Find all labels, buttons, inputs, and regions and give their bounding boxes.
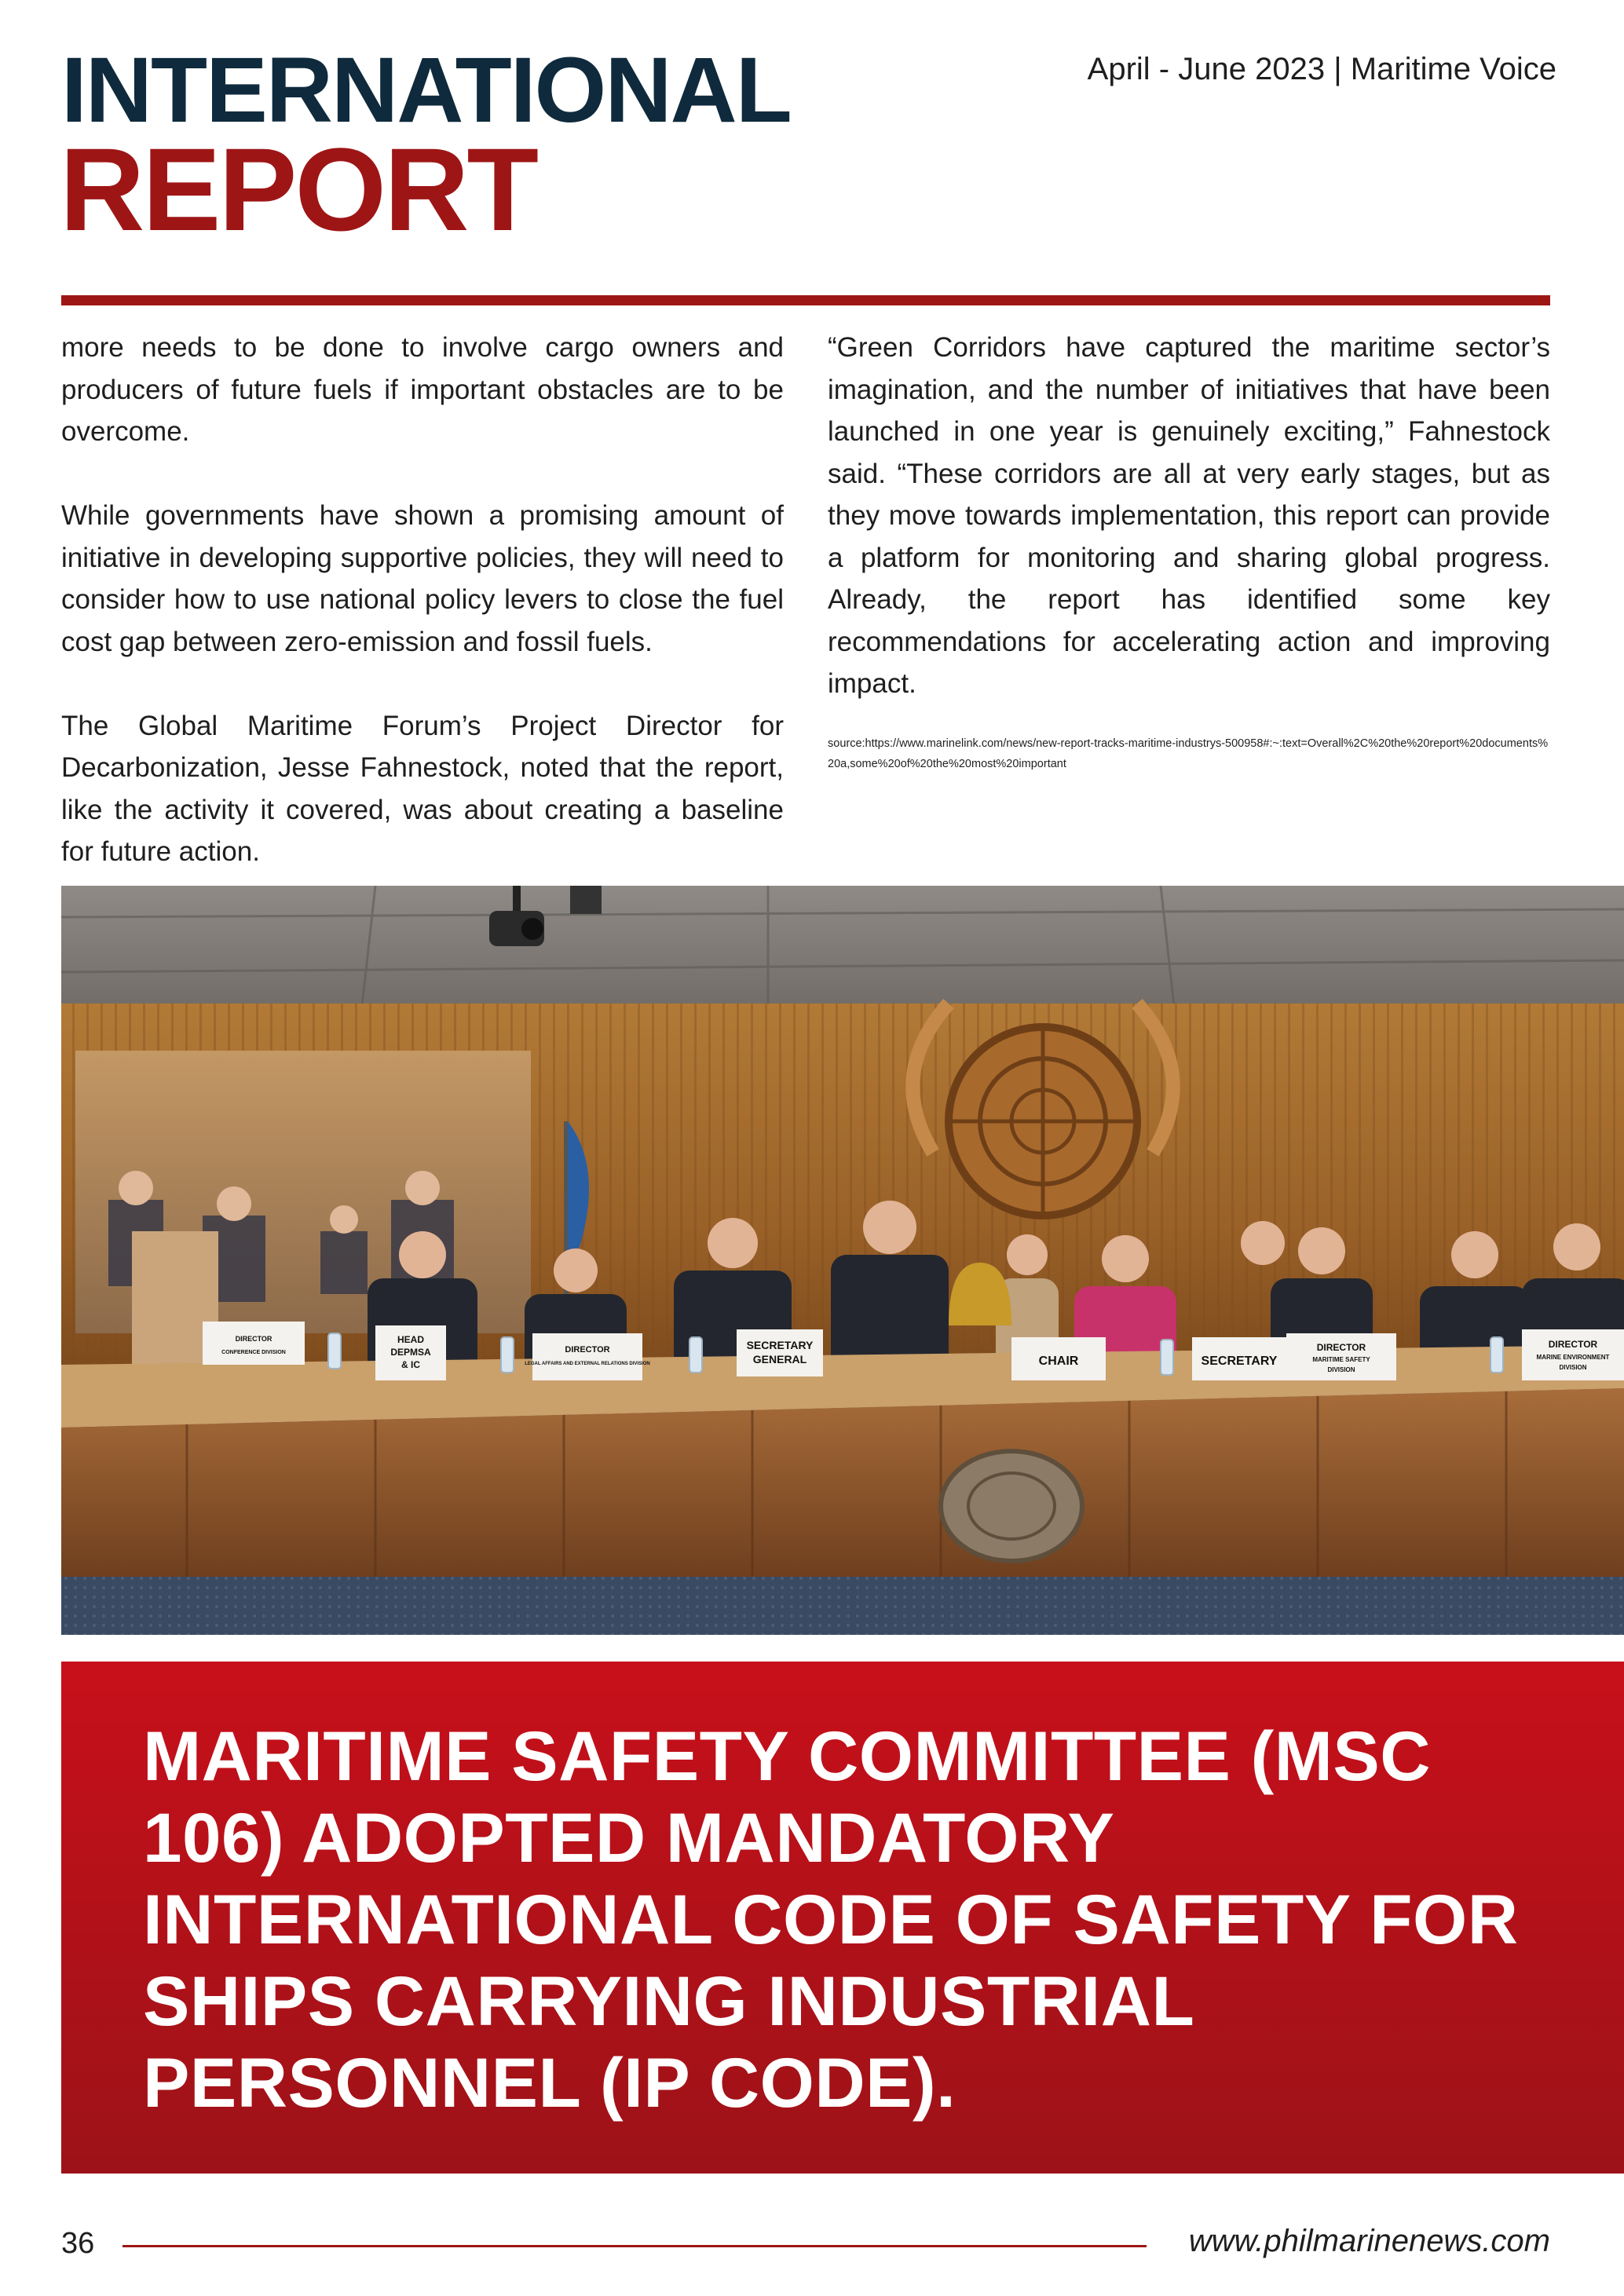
svg-text:DEPMSA: DEPMSA — [390, 1347, 431, 1358]
paragraph: “Green Corridors have captured the maritime sector’s imagination, and the number of initiatives that have been launched in one year is genuinely exciting,” Fahnestock said. “These corridors are all at very early stages, but as they move towards implementation, this report can provide a platform for monitoring and sharing global progress. Already, the report has identified some key recommendations for accelerating action and improving impact. — [828, 332, 1550, 699]
nameplate-director-med: DIRECTOR — [1548, 1339, 1598, 1350]
nameplate-director-msd: DIRECTOR — [1316, 1342, 1366, 1353]
footer-divider — [123, 2245, 1147, 2247]
desk-emblem-icon — [941, 1451, 1082, 1561]
nameplate-director-legal: DIRECTOR — [565, 1345, 610, 1355]
nameplate-secretary-general: SECRETARY — [746, 1339, 814, 1351]
nameplate-head: HEAD — [397, 1334, 425, 1345]
page-number: 36 — [61, 2227, 95, 2260]
section-title-international: INTERNATIONAL — [61, 38, 791, 142]
svg-text:& IC: & IC — [401, 1359, 420, 1370]
nameplate-secretary: SECRETARY — [1201, 1355, 1278, 1368]
svg-text:MARINE ENVIRONMENT: MARINE ENVIRONMENT — [1536, 1354, 1610, 1361]
paragraph: more needs to be done to involve cargo owners and producers of future fuels if important obstacles are to be overcome. — [61, 332, 784, 447]
svg-text:DIVISION: DIVISION — [1559, 1364, 1587, 1371]
issue-info: April - June 2023 | Maritime Voice — [1087, 52, 1556, 86]
svg-text:GENERAL: GENERAL — [752, 1353, 807, 1366]
meeting-photo — [61, 886, 1624, 1635]
svg-text:DIVISION: DIVISION — [1327, 1366, 1355, 1373]
paragraph: The Global Maritime Forum’s Project Director for Decarbonization, Jesse Fahnestock, noted that the report, like the activity it covered, was about creating a baseline for future action. — [61, 710, 784, 867]
article-headline: MARITIME SAFETY COMMITTEE (MSC 106) ADOPTED MANDATORY INTERNATIONAL CODE OF SAFETY FOR SHIPS CARRYING INDUSTRIAL PERSONNEL (IP CODE). — [143, 1717, 1519, 2122]
nameplate-chair: CHAIR — [1038, 1355, 1079, 1368]
photo-illustration — [61, 886, 1624, 1635]
section-title-report: REPORT — [60, 123, 537, 255]
website-link[interactable]: www.philmarinenews.com — [1188, 2224, 1550, 2258]
svg-text:MARITIME SAFETY: MARITIME SAFETY — [1312, 1356, 1370, 1363]
source-citation: source:https://www.marinelink.com/news/new-report-tracks-maritime-industrys-500958#:~:text=Overall%2C%20the%20report%20documents%20a,some%20of%20the%20most%20important — [828, 737, 1549, 770]
svg-text:LEGAL AFFAIRS AND EXTERNAL REL: LEGAL AFFAIRS AND EXTERNAL RELATIONS DIVISION — [525, 1362, 650, 1366]
article-column-left — [61, 327, 784, 873]
svg-text:CONFERENCE DIVISION: CONFERENCE DIVISION — [221, 1350, 286, 1355]
paragraph: While governments have shown a promising amount of initiative in developing supportive policies, they will need to consider how to use national policy levers to close the fuel cost gap between zero-emission and fossil fuels. — [61, 500, 784, 657]
nameplate-director-conference: DIRECTOR — [235, 1335, 272, 1343]
article-column-right — [828, 327, 1550, 705]
header-divider — [61, 295, 1550, 305]
